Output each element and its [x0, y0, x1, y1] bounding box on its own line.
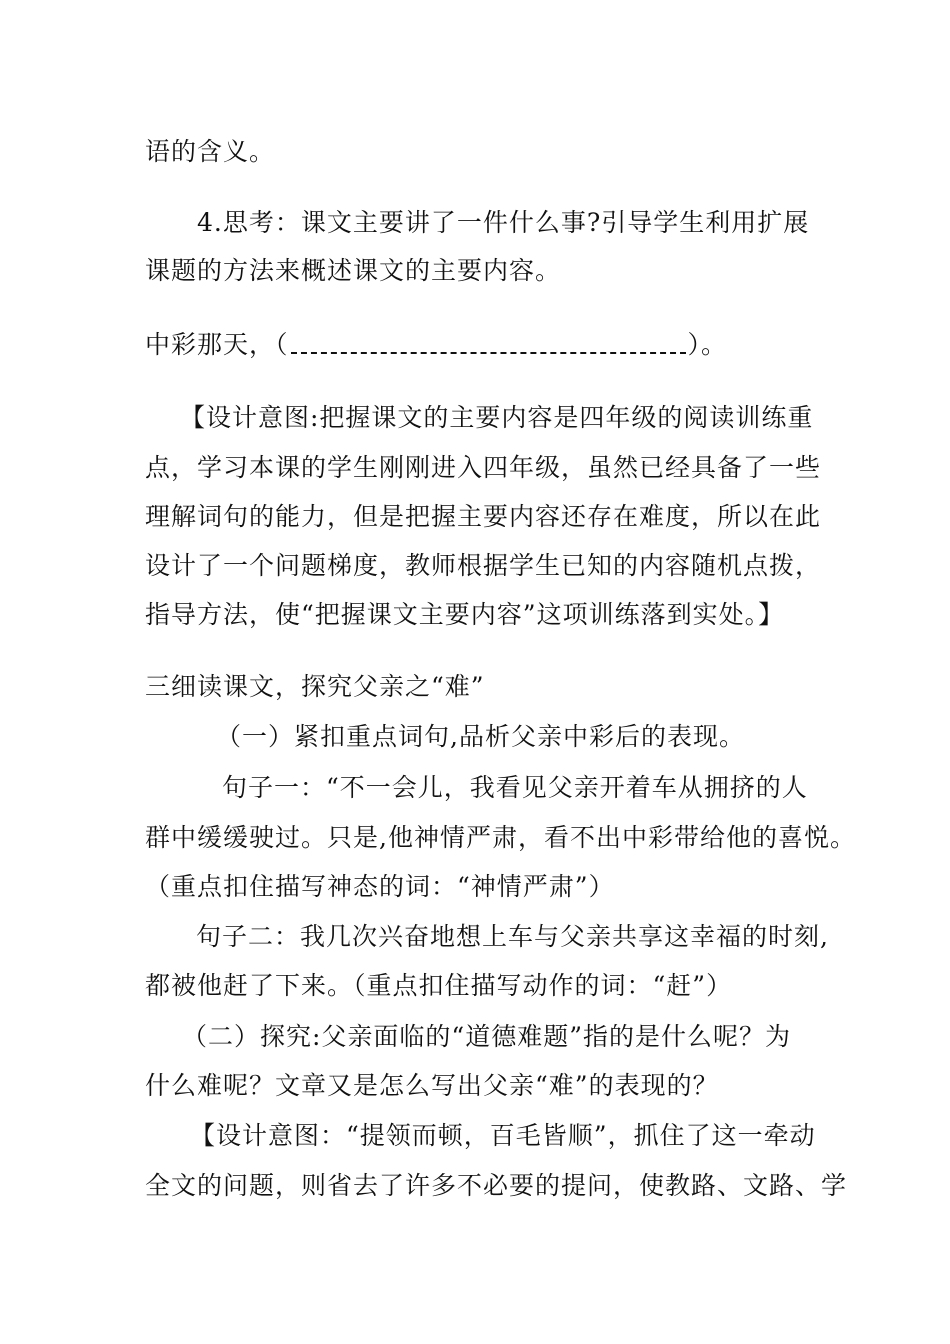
fill-blank-line	[145, 327, 727, 363]
section-heading-3: 三细读课文，探究父亲之“难”	[145, 672, 485, 701]
answer-blank[interactable]	[291, 340, 686, 354]
sentence-2: 句子二：我几次兴奋地想上车与父亲共享这幸福的时刻,	[196, 922, 829, 951]
text-line: 都被他赶了下来。（重点扣住描写动作的词：“赶”）	[145, 971, 733, 1000]
text-line: 指导方法，使“把握课文主要内容”这项训练落到实处。】	[145, 600, 785, 629]
text-line: 群中缓缓驶过。只是,他神情严肃，看不出中彩带给他的喜悦。	[145, 823, 856, 852]
design-intent-1: 【设计意图:把握课文的主要内容是四年级的阅读训练重	[180, 403, 814, 432]
design-intent-2: 【设计意图：“提领而顿，百毛皆顺”，抓住了这一牵动	[190, 1121, 816, 1150]
subsection-2: （二）探究:父亲面临的“道德难题”指的是什么呢？为	[182, 1022, 791, 1051]
fill-blank-prefix: 中彩那天，（	[145, 330, 289, 359]
question-4: 4.思考：课文主要讲了一件什么事?引导学生利用扩展	[197, 208, 810, 237]
text-line: 理解词句的能力，但是把握主要内容还存在难度，所以在此	[145, 502, 822, 531]
text-line: 语的含义。	[145, 137, 276, 166]
text-line: 全文的问题，则省去了许多不必要的提问，使教路、文路、学	[145, 1171, 848, 1200]
text-line: （重点扣住描写神态的词：“神情严肃”）	[145, 872, 615, 901]
text-line: 设计了一个问题梯度，教师根据学生已知的内容随机点拨，	[145, 551, 822, 580]
fill-blank-suffix: ）。	[687, 330, 728, 359]
text-line: 点，学习本课的学生刚刚进入四年级，虽然已经具备了一些	[145, 453, 822, 482]
subsection-1: （一）紧扣重点词句,品析父亲中彩后的表现。	[216, 722, 745, 751]
text-line: 课题的方法来概述课文的主要内容。	[145, 256, 562, 285]
sentence-1: 句子一：“不一会儿，我看见父亲开着车从拥挤的人	[222, 773, 808, 802]
text-line: 什么难呢？文章又是怎么写出父亲“难”的表现的？	[145, 1071, 719, 1100]
